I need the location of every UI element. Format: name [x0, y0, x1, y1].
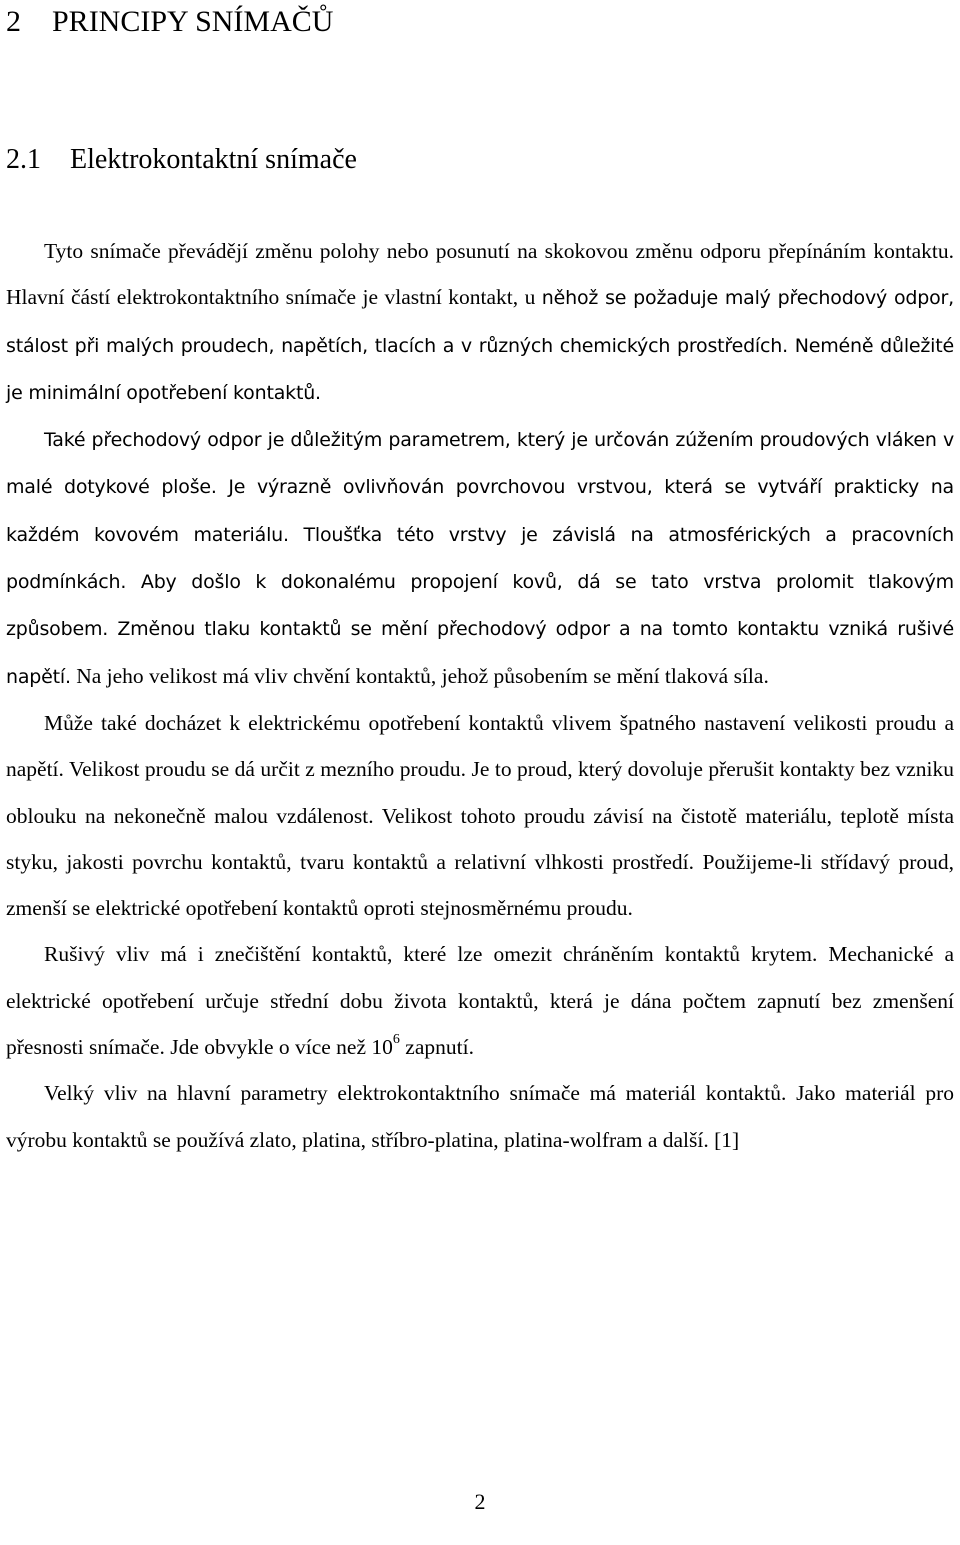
paragraph-4-text: Rušivý vliv má i znečištění kontaktů, které lze omezit chráněním kontaktů krytem. Mechanické a elektrické opotřebení určuje střední dobu života kontaktů, která je dána počtem zapnutí bez zmenšení přesnosti snímače. Jde obvykle o více než 10 [6, 942, 954, 1060]
paragraph-4 [6, 931, 954, 1070]
exponent: 6 [392, 1031, 400, 1047]
section-number: 2.1 [6, 144, 41, 175]
paragraph-1-sans: něhož se požaduje malý přechodový odpor, stálost při malých proudech, napětích, tlacích a v různých chemických prostředích. Neméně důležité je minimální opotřebení kontaktů. [6, 287, 955, 404]
chapter-number: 2 [6, 5, 21, 38]
chapter-title: PRINCIPY SNÍMAČŮ [52, 5, 334, 38]
paragraph-2-serif: Na jeho velikost má vliv chvění kontaktů, jehož působením se mění tlaková síla. [70, 663, 769, 688]
paragraph-1-serif: Tyto snímače převádějí změnu polohy nebo posunutí na skokovou změnu odporu přepínáním kontaktu. Hlavní částí elektrokontaktního snímače je vlastní kontakt, u [6, 239, 954, 310]
paragraph-3-text: Může také docházet k elektrickému opotřebení kontaktů vlivem špatného nastavení velikosti proudu a napětí. Velikost proudu se dá určit z mezního proudu. Je to proud, který dovoluje přerušit kontakty bez vzniku oblouku na nekonečně malou vzdálenost. Velikost tohoto proudu závisí na čistotě materiálu, teplotě místa styku, jakosti povrchu kontaktů, tvaru kontaktů a relativní vlhkosti prostředí. Použijeme-li střídavý proud, zmenší se elektrické opotřebení kontaktů oproti stejnosměrnému proudu. [6, 710, 954, 921]
paragraph-5-text: Velký vliv na hlavní parametry elektrokontaktního snímače má materiál kontaktů. Jako materiál pro výrobu kontaktů se používá zlato, platina, stříbro-platina, platina-wolfram a další. [1] [6, 1081, 954, 1152]
document-page [6, 0, 954, 1545]
paragraph-2 [6, 416, 954, 700]
body-text [6, 228, 954, 1163]
paragraph-2-sans: Také přechodový odpor je důležitým parametrem, který je určován zúžením proudových vláken v malé dotykové ploše. Je výrazně ovlivňován povrchovou vrstvou, která se vytváří prakticky na každém kovovém materiálu. Tloušťka této vrstvy je závislá na atmosférických a pracovních podmínkách. Aby došlo k dokonalému propojení kovů, dá se tato vrstva prolomit tlakovým způsobem. Změnou tlaku kontaktů se mění přechodový odpor a na tomto kontaktu vzniká rušivé napětí. [6, 429, 954, 688]
paragraph-4-tail: zapnutí. [399, 1035, 474, 1060]
paragraph-3 [6, 700, 954, 931]
chapter-heading [6, 0, 954, 42]
section-title: Elektrokontaktní snímače [70, 144, 357, 175]
paragraph-1 [6, 228, 954, 416]
page-number: 2 [474, 1489, 486, 1514]
paragraph-5 [6, 1070, 954, 1163]
section-heading [6, 140, 954, 180]
